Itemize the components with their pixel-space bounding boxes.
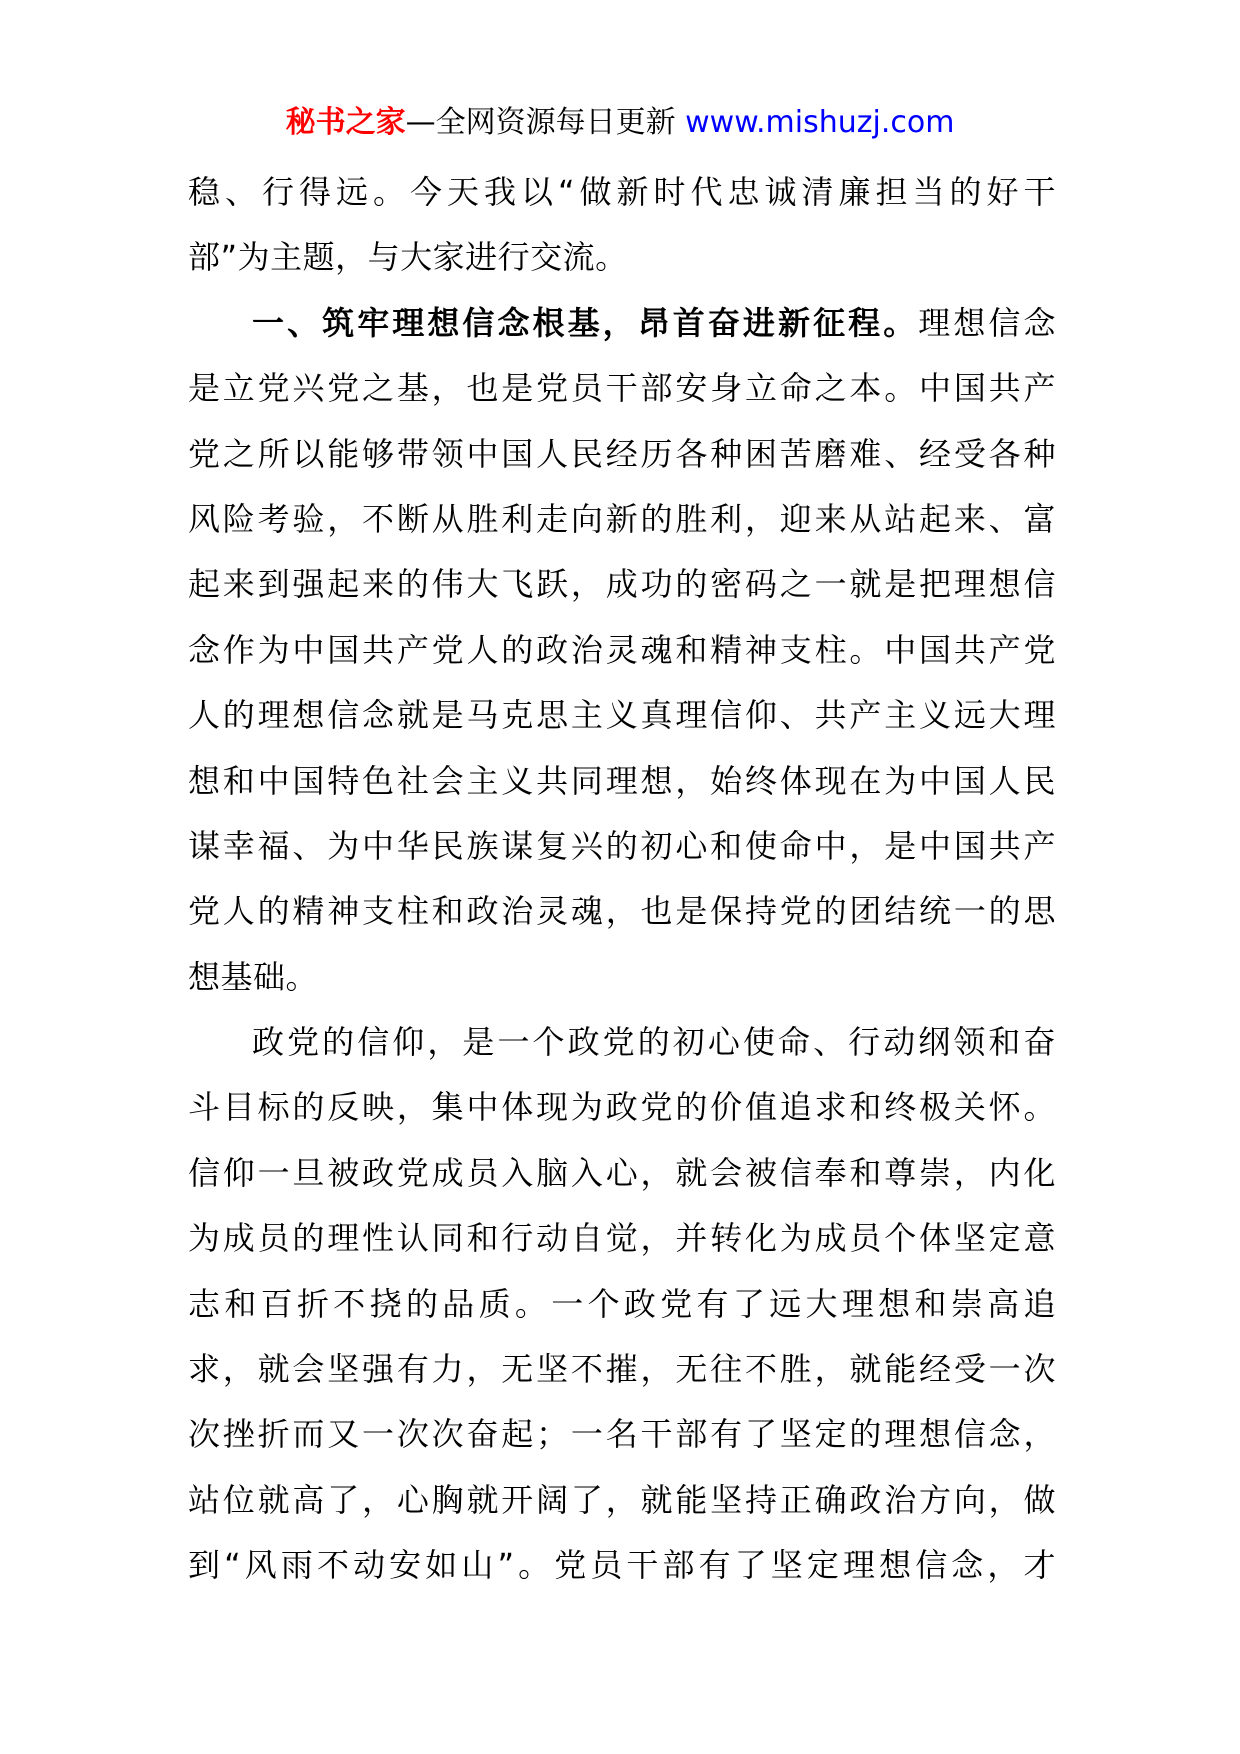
text-line: 次挫折而又一次次奋起；一名干部有了坚定的理想信念， — [188, 1415, 1056, 1454]
section-heading-line — [188, 291, 1056, 356]
text-line: 念作为中国共产党人的政治灵魂和精神支柱。中国共产党 — [188, 630, 1056, 669]
text-line: 稳、行得远。今天我以“做新时代忠诚清廉担当的好干 — [188, 173, 1056, 211]
section-body-text: 理想信念 — [918, 303, 1056, 342]
header-brand: 秘书之家 — [285, 105, 406, 140]
text-line: 志和百折不挠的品质。一个政党有了远大理想和崇高追 — [188, 1284, 1056, 1323]
header-url-link[interactable]: www.mishuzj.com — [685, 105, 955, 140]
text-line: 人的理想信念就是马克思主义真理信仰、共产主义远大理 — [188, 696, 1056, 735]
text-line: 求，就会坚强有力，无坚不摧，无往不胜，就能经受一次 — [188, 1350, 1056, 1389]
section-heading-text: 一、筑牢理想信念根基，昂首奋进新征程。 — [252, 303, 919, 342]
text-line: 政党的信仰，是一个政党的初心使命、行动纲领和奋 — [252, 1023, 1056, 1062]
text-line: 风险考验，不断从胜利走向新的胜利，迎来从站起来、富 — [188, 499, 1056, 538]
text-line: 斗目标的反映，集中体现为政党的价值追求和终极关怀。 — [188, 1088, 1056, 1127]
text-line: 是立党兴党之基，也是党员干部安身立命之本。中国共产 — [188, 369, 1056, 408]
text-line: 想基础。 — [188, 957, 319, 996]
text-line: 信仰一旦被政党成员入脑入心，就会被信奉和尊崇，内化 — [188, 1153, 1056, 1192]
text-line: 想和中国特色社会主义共同理想，始终体现在为中国人民 — [188, 761, 1056, 800]
header-tagline: —全网资源每日更新 — [405, 105, 686, 140]
text-line: 党之所以能够带领中国人民经历各种困苦磨难、经受各种 — [188, 434, 1056, 473]
text-line: 部”为主题，与大家进行交流。 — [188, 238, 628, 277]
text-line: 到“风雨不动安如山”。党员干部有了坚定理想信念，才 — [188, 1546, 1056, 1585]
text-line: 党人的精神支柱和政治灵魂，也是保持党的团结统一的思 — [188, 892, 1056, 931]
page-header — [0, 100, 1240, 146]
text-line: 为成员的理性认同和行动自觉，并转化为成员个体坚定意 — [188, 1219, 1056, 1258]
document-body — [188, 160, 1056, 1599]
text-line: 谋幸福、为中华民族谋复兴的初心和使命中，是中国共产 — [188, 826, 1056, 865]
text-line: 起来到强起来的伟大飞跃，成功的密码之一就是把理想信 — [188, 565, 1056, 604]
text-line: 站位就高了，心胸就开阔了，就能坚持正确政治方向，做 — [188, 1480, 1056, 1519]
